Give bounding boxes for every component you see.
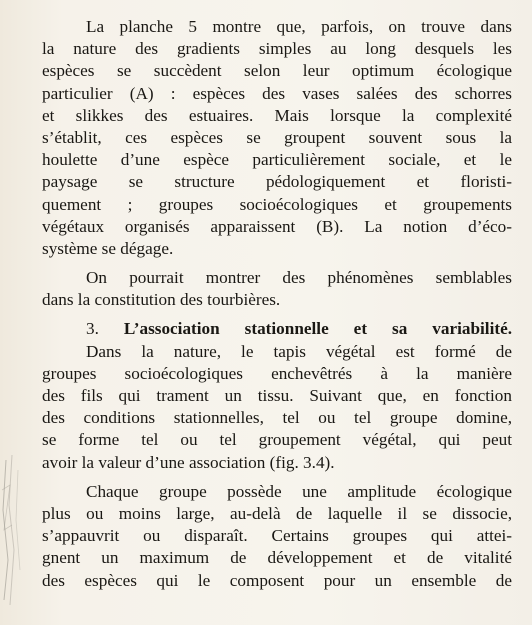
paragraph-spacer: [42, 474, 512, 481]
text-line: gnent un maximum de développement et de vitalité: [42, 548, 512, 568]
text-line: Dans la nature, le tapis végétal est formé de: [86, 341, 512, 361]
text-line: des espèces qui le composent pour un ensemble de: [42, 570, 512, 590]
text-line: des conditions stationnelles, tel ou tel groupe domine,: [42, 408, 512, 428]
text-line: houlette d’une espèce particulièrement sociale, et le: [42, 150, 512, 170]
section-title: L’association stationnelle et sa variabilité.: [123, 319, 512, 339]
text-line: des fils qui trament un tissu. Suivant que, en fonction: [42, 386, 512, 405]
paragraph-amplitude: [42, 481, 512, 592]
text-line: paysage se structure pédologiquement et floristi-: [42, 172, 512, 192]
text-line: La planche 5 montre que, parfois, on trouve dans: [86, 17, 512, 36]
text-line: espèces se succèdent selon leur optimum écologique: [42, 61, 512, 81]
text-line: Chaque groupe possède une amplitude écologique: [86, 481, 512, 501]
text-line: quement ; groupes socioécologiques et groupements: [42, 194, 512, 214]
paragraph-gradients: [42, 16, 512, 260]
text-line: la nature des gradients simples au long desquels les: [42, 39, 512, 59]
section-number: 3.: [86, 319, 124, 339]
text-line: se forme tel ou tel groupement végétal, qui peut: [42, 430, 512, 450]
text-line: dans la constitution des tourbières.: [42, 290, 281, 310]
paragraph-spacer: [42, 311, 512, 318]
text-line: plus ou moins large, au-delà de laquelle il se dissocie,: [42, 503, 512, 523]
paragraph-tapis-vegetal: [42, 341, 512, 474]
paragraph-tourbieres: [42, 267, 512, 311]
text-line: avoir la valeur d’une association (fig. 3.4).: [42, 452, 335, 472]
section-heading: [42, 318, 512, 340]
text-line: et slikkes des estuaires. Mais lorsque la complexité: [42, 105, 512, 125]
text-line: On pourrait montrer des phénomènes semblables: [86, 268, 512, 288]
text-line: s’appauvrit ou disparaît. Certains groupes qui attei-: [42, 526, 512, 546]
body-text: [42, 16, 512, 592]
paragraph-spacer: [42, 260, 512, 267]
margin-pencil-marks: [0, 450, 30, 610]
text-line: végétaux organisés apparaissent (B). La notion d’éco-: [42, 216, 512, 236]
text-line: système se dégage.: [42, 238, 174, 258]
text-line: particulier (A) : espèces des vases salées des schorres: [42, 83, 512, 103]
text-line: groupes socioécologiques enchevêtrés à la manière: [42, 363, 512, 383]
text-line: s’établit, ces espèces se groupent souvent sous la: [42, 127, 512, 147]
